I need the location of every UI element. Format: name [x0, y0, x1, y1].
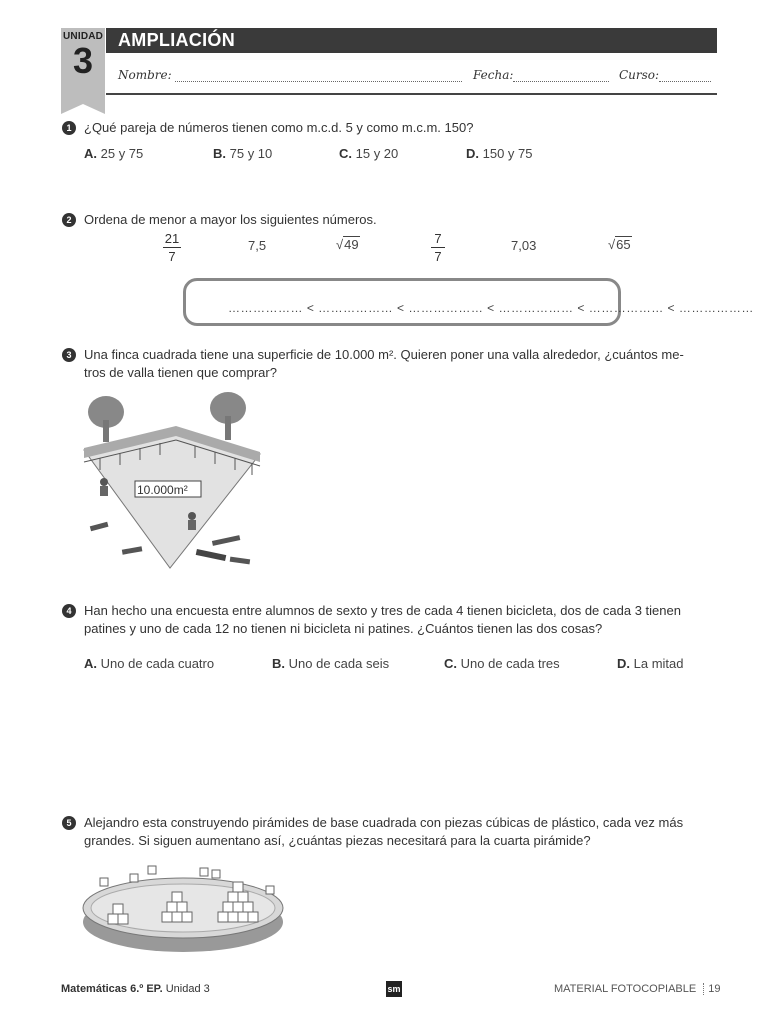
name-field[interactable]: [175, 80, 462, 82]
area-label: 10.000m²: [137, 483, 188, 497]
question-4-number: 4: [62, 604, 76, 618]
question-3-number: 3: [62, 348, 76, 362]
ordering-answer-line[interactable]: ……………… < ……………… < ……………… < ……………… < ……………… < ………………: [228, 301, 754, 315]
sm-logo: sm: [386, 981, 402, 997]
question-1-number: 1: [62, 121, 76, 135]
q1-option-a[interactable]: A. 25 y 75: [84, 146, 144, 161]
q4-option-b[interactable]: B. Uno de cada seis: [272, 656, 390, 671]
question-1-text: ¿Qué pareja de números tienen como m.c.d. 5 y como m.c.m. 150?: [84, 120, 474, 135]
sqrt-65: √65: [608, 237, 631, 252]
page-number: 19: [703, 983, 720, 995]
question-5-text: Alejandro esta construyendo pirámides de base cuadrada con piezas cúbicas de plástico, cada vez más grandes. Si siguen aumentano así, ¿cuántas piezas necesitará para la cuarta pirámide?: [84, 815, 684, 848]
q4-option-a[interactable]: A. Uno de cada cuatro: [84, 656, 215, 671]
number-7-03: 7,03: [511, 238, 537, 253]
q1-option-d[interactable]: D. 150 y 75: [466, 146, 533, 161]
question-2-number: 2: [62, 213, 76, 227]
farm-illustration: [80, 390, 270, 572]
unit-number: 3: [72, 40, 94, 81]
footer-material: MATERIAL FOTOCOPIABLE 19: [554, 983, 721, 995]
course-field[interactable]: [659, 80, 711, 82]
q1-option-b[interactable]: B. 75 y 10: [213, 146, 273, 161]
question-4-text: Han hecho una encuesta entre alumnos de sexto y tres de cada 4 tienen bicicleta, dos de cada 3 tienen patines y uno de cada 12 no tienen ni bicicleta ni patines. ¿Cuántos tienen las dos cosas?: [84, 603, 681, 636]
fraction-7-7: 7 7: [431, 231, 445, 264]
pyramids-illustration: [80, 856, 290, 964]
q4-option-d[interactable]: D. La mitad: [617, 656, 684, 671]
header-rule: [106, 93, 717, 95]
fraction-21-7: 21 7: [164, 231, 180, 264]
footer-book: Matemáticas 6.º EP. Unidad 3: [61, 983, 210, 995]
question-5-number: 5: [62, 816, 76, 830]
course-label: Curso:: [619, 68, 660, 82]
number-7-5: 7,5: [248, 238, 267, 253]
question-2-text: Ordena de menor a mayor los siguientes números.: [84, 212, 377, 227]
date-field[interactable]: [513, 80, 609, 82]
q1-option-c[interactable]: C. 15 y 20: [339, 146, 399, 161]
date-label: Fecha:: [473, 68, 514, 82]
sqrt-49: √49: [336, 237, 359, 252]
page-title: AMPLIACIÓN: [118, 30, 235, 50]
q4-option-c[interactable]: C. Uno de cada tres: [444, 656, 560, 671]
question-3-text: Una finca cuadrada tiene una superficie de 10.000 m². Quieren poner una valla alrededor, ¿cuántos me- tros de valla tienen que comprar?: [84, 347, 684, 380]
name-label: Nombre:: [118, 68, 172, 82]
unit-label: UNIDAD: [63, 31, 104, 42]
